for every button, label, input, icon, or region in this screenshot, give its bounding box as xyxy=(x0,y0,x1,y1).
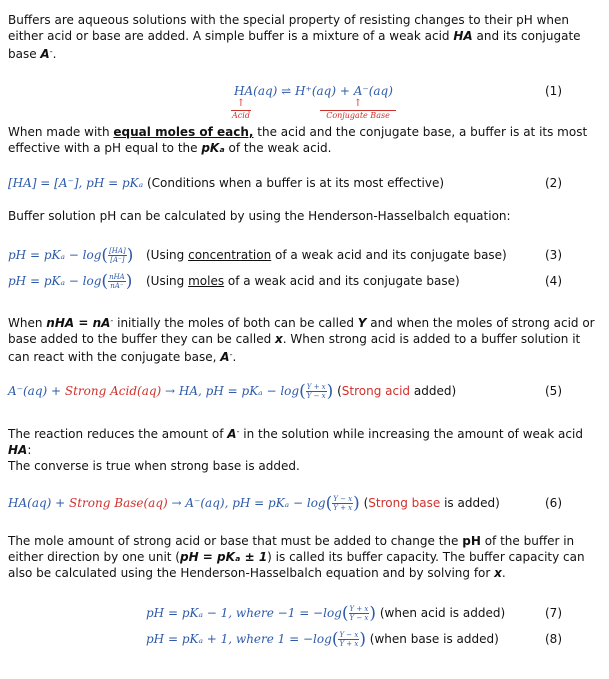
weak-acid-symbol: HA xyxy=(8,443,28,457)
fraction-numerator: [HA] xyxy=(109,247,126,255)
fraction-denominator: nA⁻ xyxy=(110,282,124,290)
intro-text: Buffers are aqueous solutions with the special property of resisting changes to their pH when either acid or base are added. A simple buffer is a mixture of a weak acid xyxy=(8,13,569,43)
equation-3: pH = pKₐ − log( $\frac{[HA]}{[A^-]}$ ) (Using concentration of a weak acid and its conjugate base) (3) xyxy=(8,245,562,266)
intro-text-2: and its conjugate base xyxy=(8,29,581,61)
equation-1 xyxy=(8,82,600,100)
effectiveness-paragraph: When made with equal moles of each, the acid and the conjugate base, a buffer is at its most effective with a pH equal to the pKₐ of the weak acid. xyxy=(8,125,588,155)
fraction-numerator: Y − x xyxy=(333,495,353,503)
equal-moles-emphasis: equal moles of each, xyxy=(113,125,254,139)
equation-5: A⁻(aq) + Strong Acid(aq) → HA, pH = pKₐ − log( $\frac{Y + x}{Y - x}$ ) (Strong acid added) (5) xyxy=(8,381,562,402)
strong-acid-label: Strong acid xyxy=(341,384,411,398)
acid-label: Acid xyxy=(232,111,250,120)
equation-number: (7) xyxy=(545,606,562,620)
intro-paragraph: Buffers are aqueous solutions with the special property of resisting changes to their pH when either acid or base are added. A simple buffer is a mixture of a weak acid HA and its conjugate base A-. xyxy=(8,13,581,61)
equation-number: (5) xyxy=(545,384,562,398)
capacity-paragraph: The mole amount of strong acid or base that must be added to change the pH of the buffer in either direction by one unit (pH = pKₐ ± 1) is called its buffer capacity. The buffer capacity can also be calculated using the Henderson-Hasselbalch equation and by solving for x. xyxy=(8,534,585,580)
capacity-acid-equation: pH = pKₐ − 1, where −1 = −log xyxy=(146,606,342,620)
fraction-denominator: Y − x xyxy=(306,392,326,400)
optimal-condition-text: (Conditions when a buffer is at its most effective) xyxy=(143,176,445,190)
equation-number: (8) xyxy=(545,632,562,646)
fraction-denominator: Y − x xyxy=(349,614,369,622)
pka-symbol: pKₐ xyxy=(201,141,225,155)
equilibrium-equation: HA(aq) ⇌ H⁺(aq) + A⁻(aq) xyxy=(234,84,393,98)
henderson-intro: Buffer solution pH can be calculated by using the Henderson-Hasselbalch equation: xyxy=(8,209,511,223)
equation-2 xyxy=(8,174,600,192)
fraction-denominator: [A⁻] xyxy=(110,256,125,264)
fraction-numerator: nHA xyxy=(109,273,125,281)
conjugate-base-symbol: A xyxy=(227,427,237,441)
conjugate-base-symbol: A xyxy=(220,350,230,364)
ph-term: pH xyxy=(462,534,481,548)
strong-base-term: Strong Base(aq) xyxy=(69,496,168,510)
variables-paragraph: When nHA = nA- initially the moles of both can be called Y and when the moles of strong acid or base added to the buffer they can be called x. When strong acid is added to a buffer solution it can react with the conjugate base, A-. xyxy=(8,316,595,364)
equal-moles-condition: nHA = nA xyxy=(46,316,111,330)
fraction-denominator: Y + x xyxy=(339,640,359,648)
capacity-base-equation: pH = pKₐ + 1, where 1 = −log xyxy=(146,632,332,646)
fraction-numerator: Y + x xyxy=(349,605,369,613)
hh-equation-moles: pH = pKₐ − log xyxy=(8,274,102,288)
equation-6: HA(aq) + Strong Base(aq) → A⁻(aq), pH = pKₐ − log( $\frac{Y - x}{Y + x}$ ) (Strong base is added) (6) xyxy=(8,493,562,514)
equation-number: (4) xyxy=(545,274,562,288)
capacity-condition: pH = pKₐ ± 1 xyxy=(179,550,268,564)
fraction-numerator: Y + x xyxy=(306,383,326,391)
up-arrow-icon: ↑ xyxy=(236,98,246,109)
strong-base-label: Strong base xyxy=(368,496,441,510)
fraction-denominator: Y + x xyxy=(333,504,353,512)
equation-number: (2) xyxy=(545,176,562,190)
equation-number: (3) xyxy=(545,248,562,262)
concentration-emphasis: concentration xyxy=(188,248,272,262)
fraction-numerator: Y − x xyxy=(339,631,359,639)
reaction-paragraph: The reaction reduces the amount of A- in the solution while increasing the amount of weak acid HA: The converse is true when strong base is added. xyxy=(8,427,583,473)
equation-7: pH = pKₐ − 1, where −1 = −log( $\frac{Y + x}{Y - x}$ ) (when acid is added) (7) xyxy=(146,603,562,624)
variable-y: Y xyxy=(357,316,367,330)
conjugate-base-symbol: A xyxy=(40,47,50,61)
equation-number: (6) xyxy=(545,496,562,510)
equation-number: (1) xyxy=(545,84,562,98)
variable-x: x xyxy=(275,332,283,346)
optimal-condition-math: [HA] = [A⁻], pH = pKₐ xyxy=(8,176,144,190)
equation-4: pH = pKₐ − log( $\frac{\text{nHA}}{nA^-}$ ) (Using moles of a weak acid and its conjugate base) (4) xyxy=(8,271,562,292)
strong-acid-term: Strong Acid(aq) xyxy=(64,384,162,398)
hh-equation-concentration: pH = pKₐ − log xyxy=(8,248,102,262)
up-arrow-icon: ↑ xyxy=(353,98,363,109)
equation-8: pH = pKₐ + 1, where 1 = −log( $\frac{Y - x}{Y + x}$ ) (when base is added) (8) xyxy=(146,629,562,650)
moles-emphasis: moles xyxy=(188,274,225,288)
converse-text: The converse is true when strong base is added. xyxy=(8,459,300,473)
weak-acid-symbol: HA xyxy=(453,29,473,43)
variable-x: x xyxy=(494,566,502,580)
conjugate-base-label: Conjugate Base xyxy=(326,111,390,120)
